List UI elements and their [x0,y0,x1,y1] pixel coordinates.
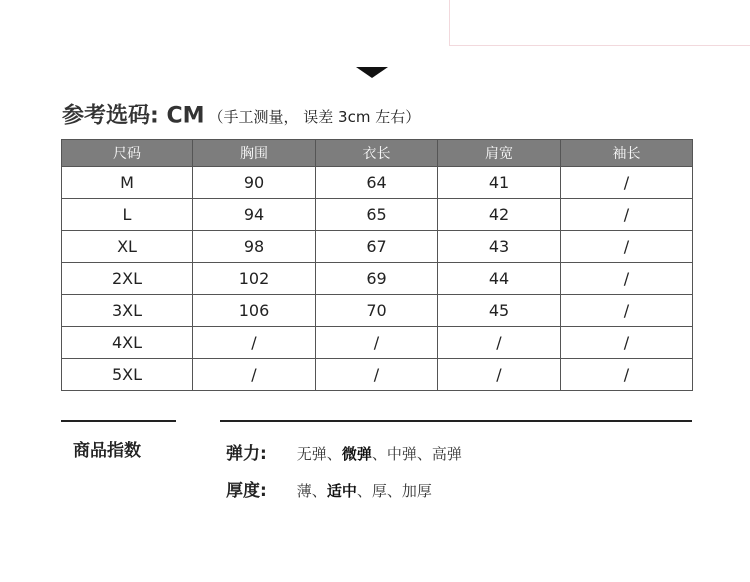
cell-shoulder: 42 [438,199,561,231]
cell-size: 3XL [62,295,193,327]
section-divider-right [220,420,692,422]
cell-sleeve: / [561,359,693,391]
elasticity-option-selected: 微弹 [341,445,372,463]
cell-length: 67 [316,231,438,263]
measurement-note: （手工测量， 误差 3cm 左右） [208,107,421,126]
header-size: 尺码 [62,140,193,167]
table-row [62,231,693,263]
cell-sleeve: / [561,199,693,231]
cell-shoulder: 45 [438,295,561,327]
cell-chest: 94 [193,199,316,231]
table-row [62,199,693,231]
cell-length: / [316,359,438,391]
section-divider-left [61,420,176,422]
thickness-option: 加厚 [401,482,432,500]
cell-shoulder: 43 [438,231,561,263]
cell-length: 69 [316,263,438,295]
cell-chest: 102 [193,263,316,295]
thickness-label: 厚度: [226,481,267,501]
cell-chest: / [193,359,316,391]
size-guide-title: 参考选码: CM [62,103,205,129]
cell-sleeve: / [561,263,693,295]
elasticity-option: 无弹 [296,445,327,463]
cell-sleeve: / [561,167,693,199]
option-separator: 、 [386,482,402,500]
down-triangle-icon [356,67,388,78]
cell-shoulder: / [438,327,561,359]
option-separator: 、 [416,445,432,463]
table-row [62,327,693,359]
option-separator: 、 [326,445,342,463]
table-row [62,167,693,199]
cell-length: 64 [316,167,438,199]
cell-chest: / [193,327,316,359]
elasticity-label: 弹力: [226,444,267,464]
elasticity-option: 中弹 [386,445,417,463]
header-shoulder: 肩宽 [438,140,561,167]
cell-size: 4XL [62,327,193,359]
thickness-option: 薄 [296,482,312,500]
cell-shoulder: 44 [438,263,561,295]
cell-size: 2XL [62,263,193,295]
table-row [62,263,693,295]
table-row [62,295,693,327]
cell-length: 65 [316,199,438,231]
cell-chest: 90 [193,167,316,199]
cell-shoulder: / [438,359,561,391]
decorative-corner-frame [449,0,750,46]
elasticity-row [226,439,462,464]
cell-size: XL [62,231,193,263]
cell-size: 5XL [62,359,193,391]
header-sleeve: 袖长 [561,140,693,167]
product-index-title: 商品指数 [73,441,141,461]
size-table [61,139,693,391]
cell-chest: 106 [193,295,316,327]
cell-size: L [62,199,193,231]
cell-sleeve: / [561,327,693,359]
size-guide-heading [62,100,420,133]
elasticity-option: 高弹 [431,445,462,463]
thickness-row [226,476,432,501]
cell-length: 70 [316,295,438,327]
option-separator: 、 [311,482,327,500]
option-separator: 、 [371,445,387,463]
header-chest: 胸围 [193,140,316,167]
size-table-header-row [62,140,693,167]
header-length: 衣长 [316,140,438,167]
cell-chest: 98 [193,231,316,263]
cell-length: / [316,327,438,359]
thickness-option-selected: 适中 [326,482,357,500]
cell-size: M [62,167,193,199]
thickness-option: 厚 [371,482,387,500]
option-separator: 、 [356,482,372,500]
table-row [62,359,693,391]
cell-shoulder: 41 [438,167,561,199]
cell-sleeve: / [561,295,693,327]
cell-sleeve: / [561,231,693,263]
